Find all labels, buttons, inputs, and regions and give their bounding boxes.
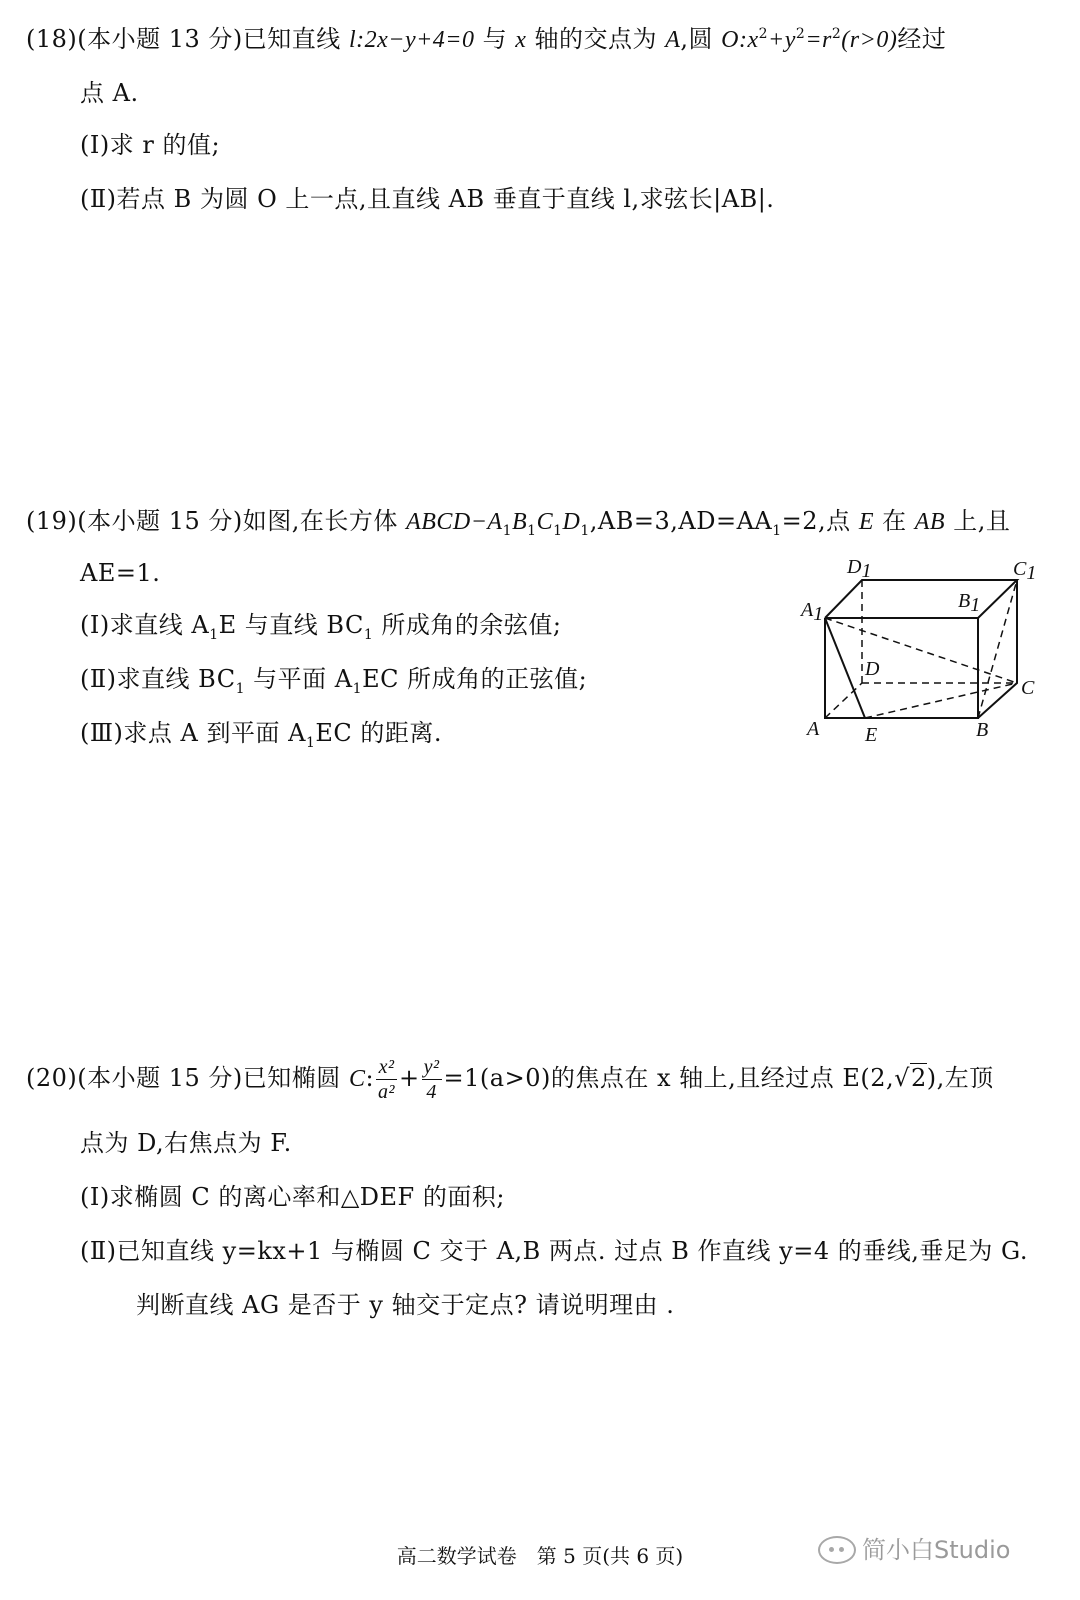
q19-part3-text: 求点 A 到平面 A [123,719,306,747]
frac-den: 4 [426,1081,437,1103]
label-D1: D1 [847,556,872,582]
q19-sub: 1 [209,626,219,643]
q18-sup: 2 [831,26,842,42]
q18-circle-eq: :x [738,27,759,53]
q19-AB: AB [914,509,946,535]
wechat-icon [818,1536,856,1564]
q18-circle-eq: +y [768,27,796,53]
q19-number: (19) [26,507,78,535]
fraction-x2-a2 [376,1055,397,1104]
q18-part2 [80,184,774,214]
q19-sub: 1 [352,680,363,697]
q20-part2-cont: 判断直线 AG 是否于 y 轴交于定点? 请说明理由 . [136,1291,675,1319]
q18-text: 轴的交点为 [526,25,666,53]
q20-colon: : [365,1064,375,1092]
q20-stem [26,1055,994,1104]
q19-sub: 1 [527,522,537,539]
q18-sup: 2 [758,26,769,42]
q19-part1-label: (Ⅰ) [80,611,110,639]
q19-dims: ,AB=3,AD=AA [589,507,773,535]
q19-E: E [858,509,874,535]
q18-text: ,圆 [680,25,722,53]
q19-solid: D [562,509,581,535]
q20-stem-cont: 点为 D,右焦点为 F. [80,1129,292,1157]
q20-part2-text: 已知直线 y=kx+1 与椭圆 C 交于 A,B 两点. 过点 B 作直线 y=4 的垂线,垂足为 G. [116,1237,1028,1265]
label-C: C [1021,677,1035,699]
edge-AD [825,683,862,718]
q18-O: O [721,27,739,53]
q18-part1-text: 求 r 的值; [109,131,221,159]
q19-solid: B [512,509,528,535]
q19-part2-text: 与平面 A [245,665,353,693]
q18-part2-label: (Ⅱ) [80,185,117,213]
sqrt-sign: √ [894,1064,910,1092]
q19-part1-text: 所成角的余弦值; [373,611,562,639]
q18-circle-eq: =r [805,27,832,53]
frac-num: x² [376,1055,397,1080]
q19-part3 [80,718,442,751]
q19-sub: 1 [305,734,316,751]
q19-part2 [80,664,588,697]
q19-part2-label: (Ⅱ) [80,665,117,693]
q18-x: x [515,27,527,53]
q19-part3-text: EC 的距离. [315,719,442,747]
q18-text: 与 [474,25,516,53]
label-C1: C1 [1013,558,1037,584]
top-face [825,580,1017,618]
label-B: B [976,719,989,741]
frac-num: y² [423,1056,440,1078]
segment-EC [865,683,1017,718]
q19-part2-text: 求直线 BC [116,665,236,693]
q20-score: (本小题 15 分) [77,1064,243,1092]
front-face [825,618,978,718]
label-B1: B1 [958,590,981,616]
label-A: A [807,718,820,740]
q18-part1 [80,130,220,160]
segment-BC1 [978,580,1017,718]
frac-den: a² [378,1081,396,1103]
q18-stem-cont: 点 A. [80,79,139,107]
q19-part1-text: 求直线 A [109,611,210,639]
q18-part2-text: 若点 B 为圆 O 上一点,且直线 AB 垂直于直线 l,求弦长|AB|. [116,185,775,213]
q18-stem [26,24,946,55]
q20-plus: + [399,1064,420,1092]
q18-line-l: l [348,27,357,53]
q18-text: 已知直线 [242,25,349,53]
q19-sub: 1 [502,522,512,539]
q19-text: =2,点 [781,507,859,535]
q19-stem [26,506,1010,537]
q19-part1-text: E 与直线 BC [218,611,364,639]
q20-text: =1(a>0)的焦点在 x 轴上,且经过点 E(2, [443,1064,895,1092]
q19-part1 [80,610,562,643]
q18-circle-cond: (r>0) [841,27,898,53]
q18-A: A [665,27,681,53]
label-D: D [865,658,880,680]
q19-solid: C [536,509,554,535]
q20-part2-label: (Ⅱ) [80,1237,117,1265]
q18-part1-label: (Ⅰ) [80,131,110,159]
q19-sub: 1 [235,680,246,697]
q19-sub: 1 [772,522,782,539]
q20-number: (20) [26,1064,78,1092]
label-E: E [865,724,878,746]
fraction-y2-4 [422,1055,442,1104]
q20-text: 已知椭圆 [242,1064,349,1092]
sqrt-value: 2 [910,1064,927,1092]
q20-C: C [348,1066,366,1092]
q19-part3-label: (Ⅲ) [80,719,124,747]
q18-sup: 2 [795,26,806,42]
segment-A1C [825,618,1017,683]
cuboid-figure [795,555,1045,750]
q19-stem-cont: AE=1. [80,559,161,587]
q20-part1-text: 求椭圆 C 的离心率和△DEF 的面积; [109,1183,505,1211]
q19-text: 如图,在长方体 [242,507,407,535]
segment-A1E [825,618,865,718]
q18-score: (本小题 13 分) [77,25,243,53]
q20-part1-label: (Ⅰ) [80,1183,110,1211]
q19-text: 上,且 [945,507,1011,535]
q18-number: (18) [26,25,78,53]
q19-part2-text: EC 所成角的正弦值; [362,665,588,693]
page-footer: 高二数学试卷 第 5 页(共 6 页) [396,1544,684,1568]
watermark [818,1535,1010,1565]
q20-text: ),左顶 [926,1064,994,1092]
q20-part1 [80,1182,505,1212]
q19-sub: 1 [553,522,563,539]
q19-sub: 1 [580,522,590,539]
q19-text: 在 [873,507,915,535]
label-A1: A1 [801,599,824,625]
q18-text: 经过 [897,25,947,53]
watermark-text: 简小白Studio [862,1536,1011,1564]
q19-sub: 1 [363,626,374,643]
q19-score: (本小题 15 分) [77,507,243,535]
q18-line-eq: :2x−y+4=0 [356,27,475,53]
q19-solid: ABCD−A [406,509,503,535]
q20-part2 [80,1236,1028,1266]
